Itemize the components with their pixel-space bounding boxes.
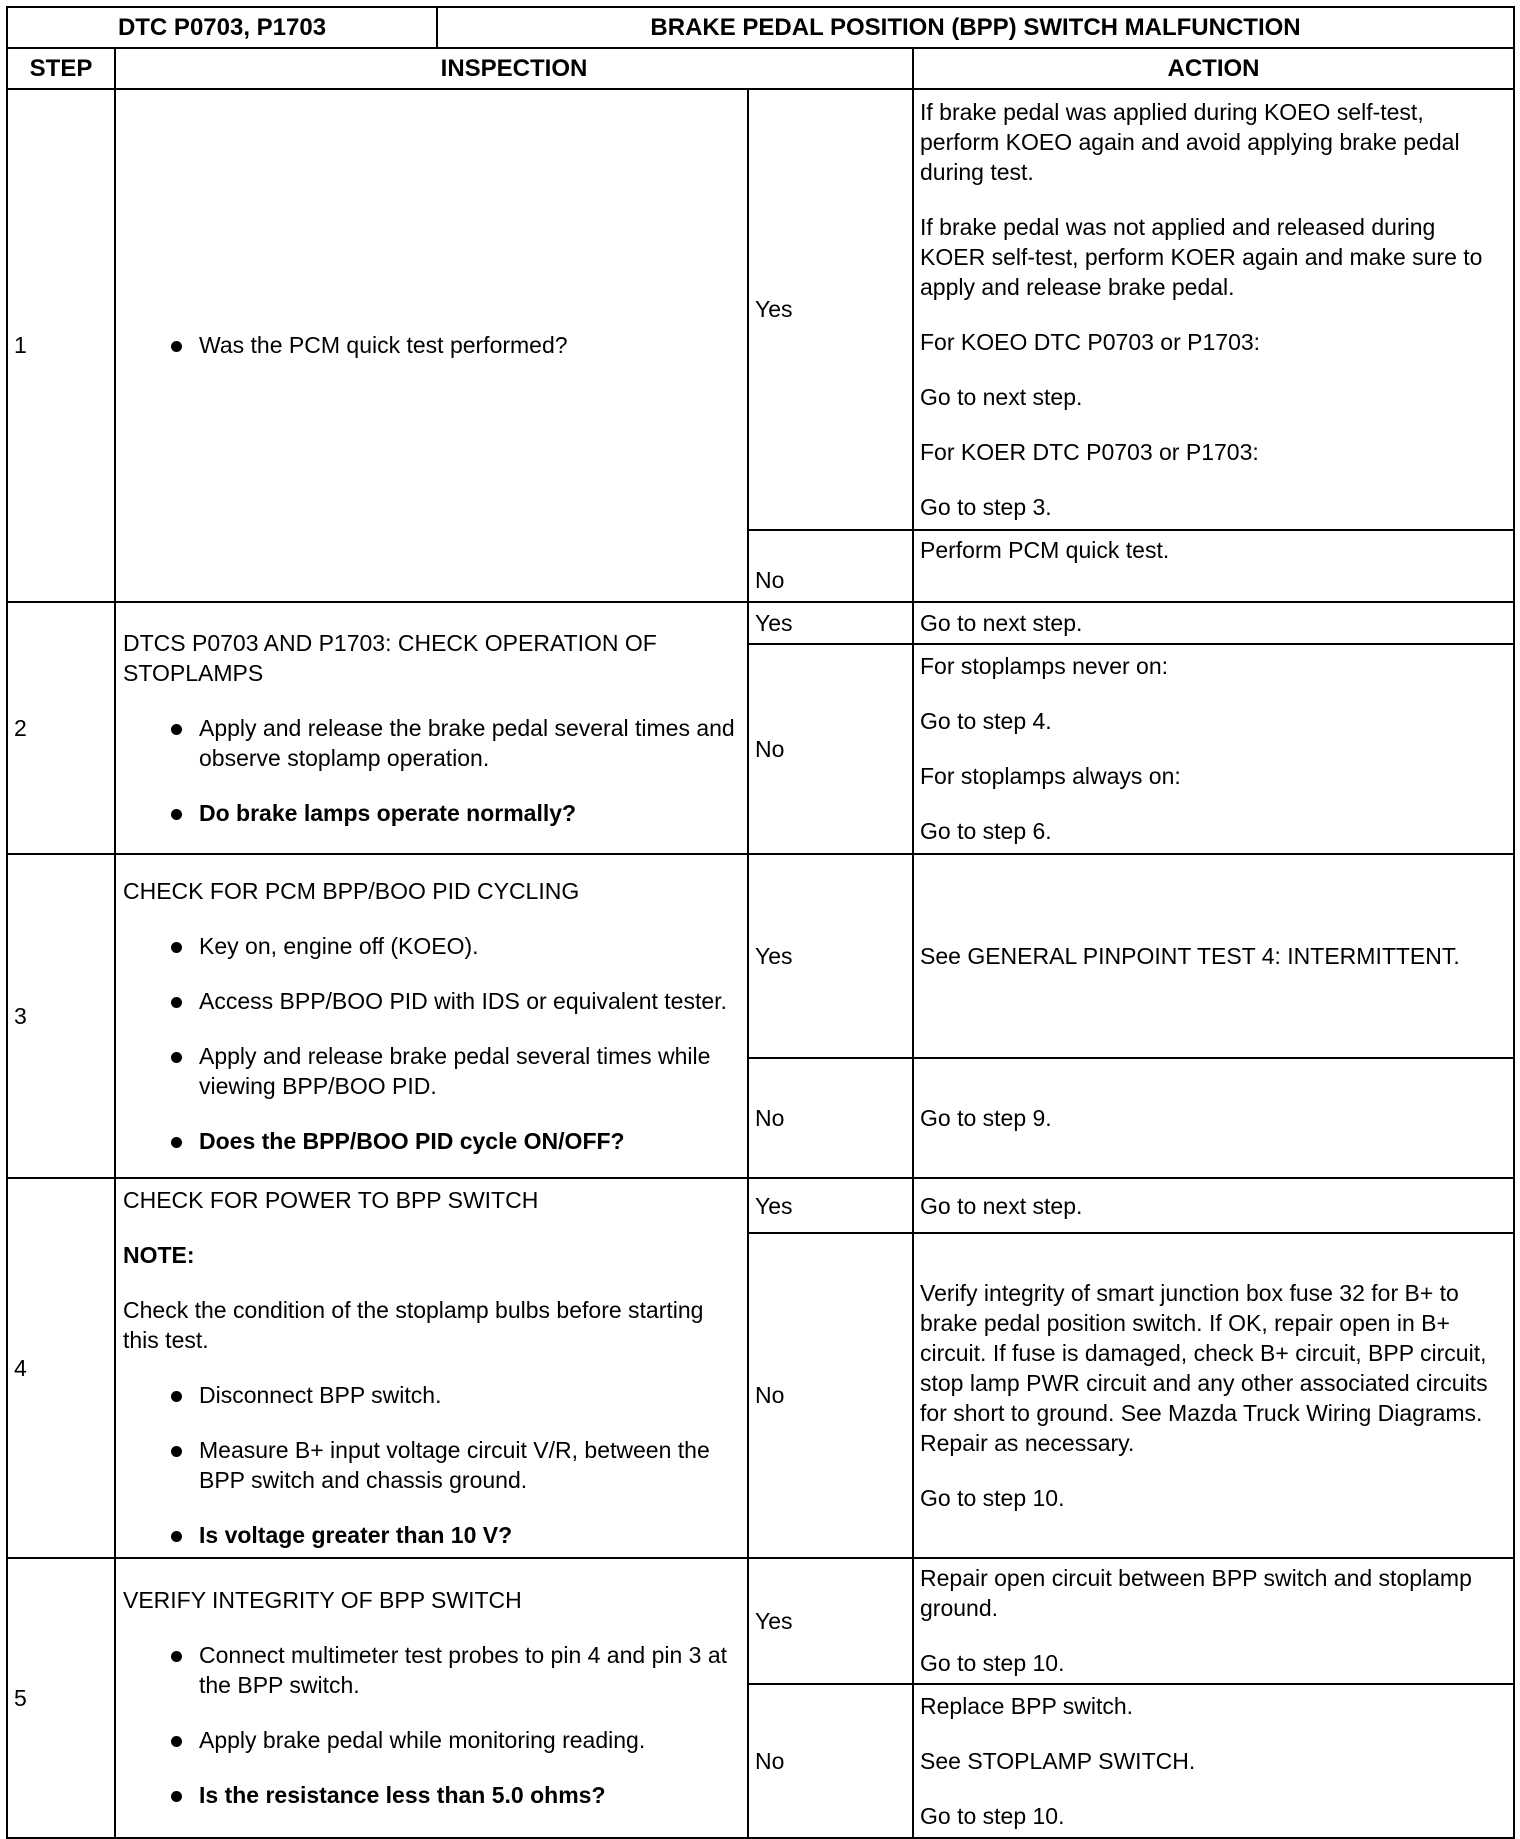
yes-action: [913, 854, 1514, 1058]
note-label: NOTE:: [123, 1242, 195, 1269]
step-number: 5: [7, 1558, 115, 1838]
dtc-code-header: DTC P0703, P1703: [7, 7, 437, 48]
inspection-bullet: Was the PCM quick test performed?: [123, 330, 740, 360]
step-2-yes-row: [7, 602, 1514, 644]
step-1-yes-row: [7, 89, 1514, 529]
step-4-yes-row: [7, 1178, 1514, 1233]
yes-action: [913, 1178, 1514, 1233]
yes-label: Yes: [748, 602, 913, 644]
action-text: Verify integrity of smart junction box fuse 32 for B+ to brake pedal position switch. If OK, repair open in B+ circuit. If fuse is damaged, check B+ circuit, BPP circuit, stop lamp PWR circuit and any other associated circuits for short to ground. See Mazda Truck Wiring Diagrams. Repair as necessary.: [920, 1279, 1488, 1456]
step-3-yes-row: [7, 854, 1514, 1058]
step-number: 3: [7, 854, 115, 1178]
action-text: For KOER DTC P0703 or P1703:: [920, 438, 1259, 465]
inspection-bullet: Apply brake pedal while monitoring reading.: [123, 1725, 740, 1755]
step-5-yes-row: [7, 1558, 1514, 1684]
malfunction-title-header: BRAKE PEDAL POSITION (BPP) SWITCH MALFUNCTION: [437, 7, 1514, 48]
action-text: Go to step 6.: [920, 818, 1052, 845]
yes-label: Yes: [748, 1178, 913, 1233]
yes-action: [913, 1558, 1514, 1684]
step-number: 2: [7, 602, 115, 854]
action-text: Go to next step.: [920, 383, 1083, 410]
inspection-title: CHECK FOR PCM BPP/BOO PID CYCLING: [123, 878, 580, 905]
inspection-bullet: Key on, engine off (KOEO).: [123, 931, 740, 961]
action-text: Perform PCM quick test.: [920, 536, 1170, 563]
inspection-bullet: Apply and release brake pedal several times while viewing BPP/BOO PID.: [123, 1041, 740, 1101]
action-text: See GENERAL PINPOINT TEST 4: INTERMITTENT.: [920, 942, 1460, 969]
no-action: [913, 1684, 1514, 1838]
inspection-cell: [115, 1178, 748, 1557]
yes-label: Yes: [748, 89, 913, 529]
no-label: No: [748, 1233, 913, 1557]
action-text: If brake pedal was applied during KOEO self-test, perform KOEO again and avoid applying brake pedal during test.: [920, 98, 1460, 185]
inspection-question: Does the BPP/BOO PID cycle ON/OFF?: [123, 1126, 740, 1156]
inspection-cell: [115, 602, 748, 854]
action-text: Go to step 4.: [920, 708, 1052, 735]
yes-action: [913, 602, 1514, 644]
action-text: For stoplamps never on:: [920, 653, 1169, 680]
inspection-bullet: Access BPP/BOO PID with IDS or equivalent tester.: [123, 986, 740, 1016]
title-row: [7, 7, 1514, 48]
action-text: Repair open circuit between BPP switch and stoplamp ground.: [920, 1565, 1472, 1622]
action-column-header: ACTION: [913, 48, 1514, 89]
action-text: Go to next step.: [920, 1192, 1083, 1219]
column-header-row: [7, 48, 1514, 89]
step-column-header: STEP: [7, 48, 115, 89]
inspection-cell: [115, 89, 748, 602]
inspection-bullet: Apply and release the brake pedal several times and observe stoplamp operation.: [123, 713, 740, 773]
action-text: For KOEO DTC P0703 or P1703:: [920, 328, 1261, 355]
inspection-question: Is voltage greater than 10 V?: [123, 1520, 740, 1550]
inspection-question: Is the resistance less than 5.0 ohms?: [123, 1780, 740, 1810]
inspection-bullet: Connect multimeter test probes to pin 4 and pin 3 at the BPP switch.: [123, 1640, 740, 1700]
step-number: 4: [7, 1178, 115, 1557]
inspection-cell: [115, 1558, 748, 1838]
no-label: No: [748, 1684, 913, 1838]
action-text: Replace BPP switch.: [920, 1692, 1134, 1719]
no-label: No: [748, 1058, 913, 1178]
inspection-cell: [115, 854, 748, 1178]
yes-label: Yes: [748, 854, 913, 1058]
yes-label: Yes: [748, 1558, 913, 1684]
action-text: Go to step 10.: [920, 1802, 1065, 1829]
no-label: No: [748, 530, 913, 602]
no-action: [913, 530, 1514, 602]
action-text: Go to step 9.: [920, 1105, 1052, 1132]
inspection-bullet: Measure B+ input voltage circuit V/R, between the BPP switch and chassis ground.: [123, 1435, 740, 1495]
inspection-title: CHECK FOR POWER TO BPP SWITCH: [123, 1187, 539, 1214]
yes-action: [913, 89, 1514, 529]
action-text: Go to next step.: [920, 609, 1083, 636]
inspection-bullet: Disconnect BPP switch.: [123, 1380, 740, 1410]
note-text: Check the condition of the stoplamp bulbs before starting this test.: [123, 1297, 704, 1354]
no-action: [913, 1058, 1514, 1178]
no-action: [913, 644, 1514, 854]
dtc-table: [6, 6, 1515, 1839]
action-text: Go to step 10.: [920, 1484, 1065, 1511]
inspection-question: Do brake lamps operate normally?: [123, 798, 740, 828]
no-label: No: [748, 644, 913, 854]
inspection-title: DTCS P0703 AND P1703: CHECK OPERATION OF STOPLAMPS: [123, 629, 657, 686]
action-text: For stoplamps always on:: [920, 763, 1181, 790]
action-text: Go to step 3.: [920, 493, 1052, 520]
action-text: If brake pedal was not applied and released during KOER self-test, perform KOER again and make sure to apply and release brake pedal.: [920, 213, 1483, 300]
inspection-title: VERIFY INTEGRITY OF BPP SWITCH: [123, 1587, 522, 1614]
step-number: 1: [7, 89, 115, 602]
action-text: Go to step 10.: [920, 1650, 1065, 1677]
no-action: [913, 1233, 1514, 1557]
inspection-column-header: INSPECTION: [115, 48, 913, 89]
action-text: See STOPLAMP SWITCH.: [920, 1747, 1196, 1774]
